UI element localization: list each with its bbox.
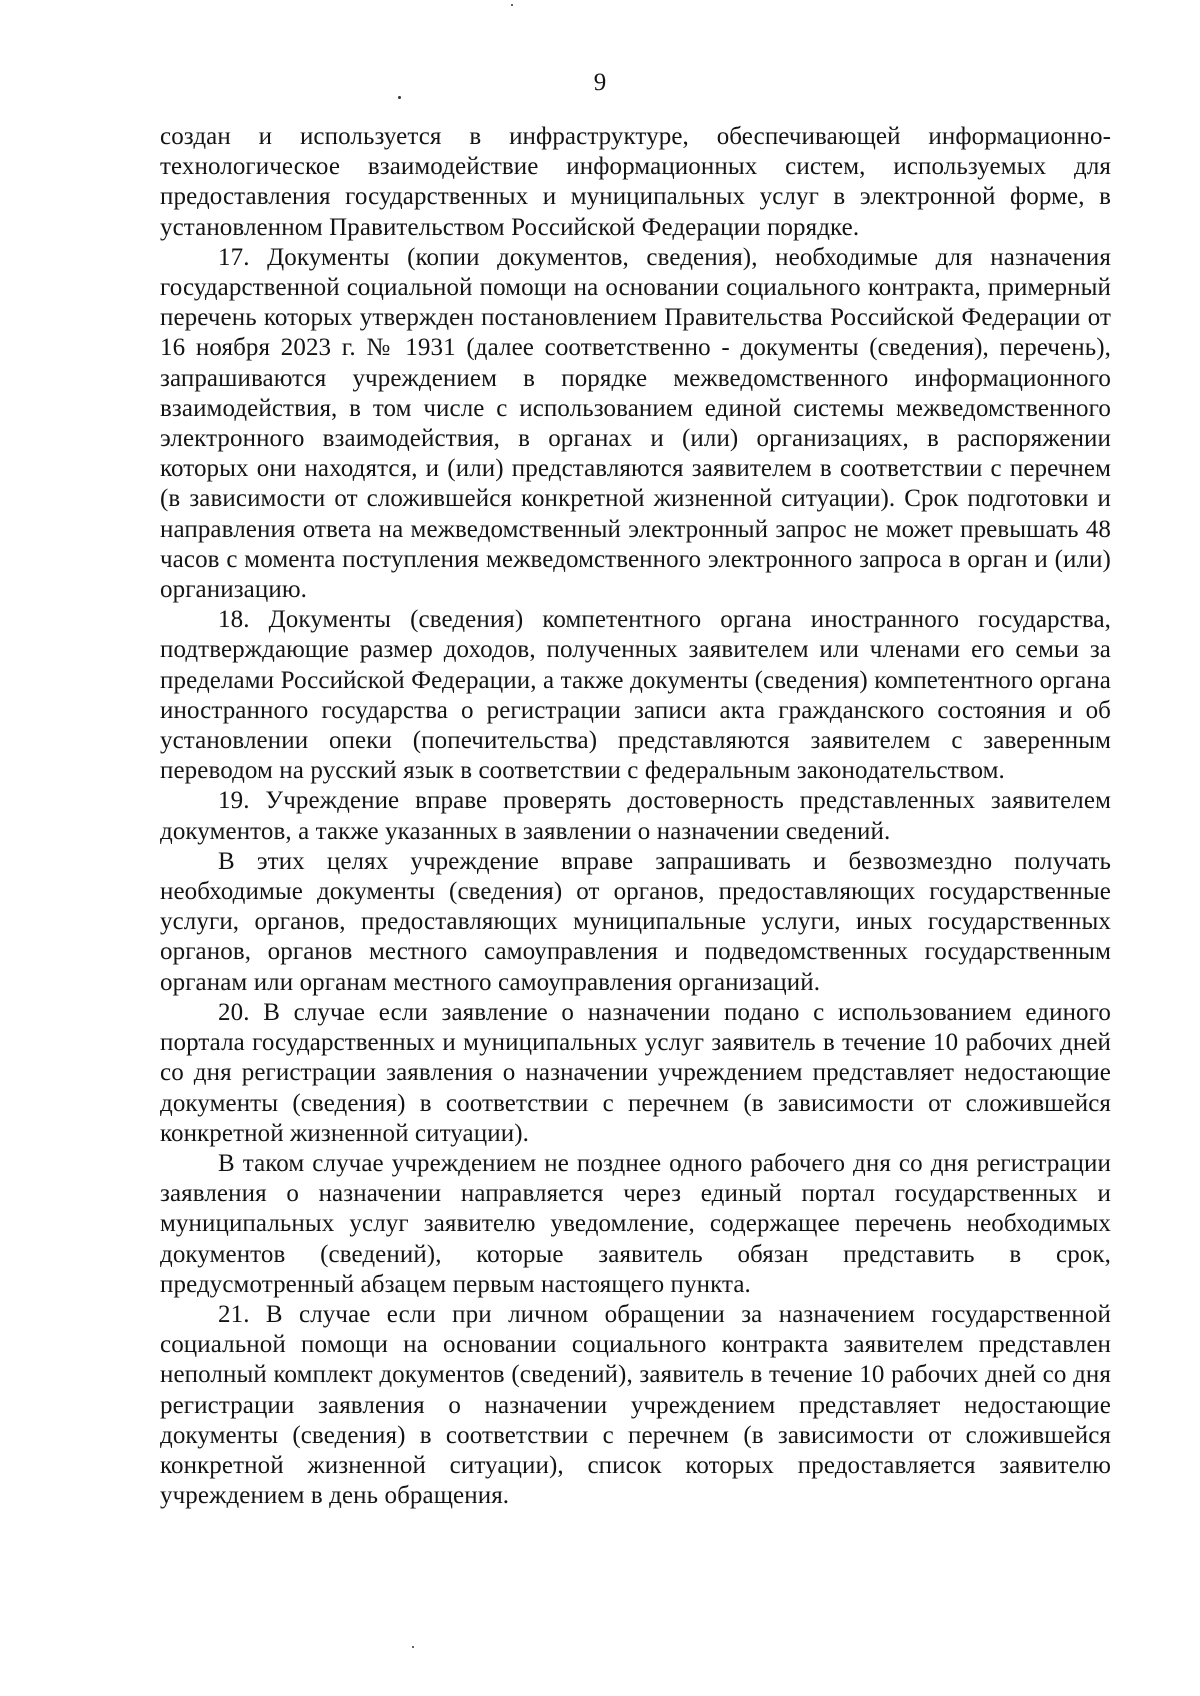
paragraph-19-second: В этих целях учреждение вправе запрашивать и безвозмездно получать необходимые документы (сведения) от органов, предоставляющих государственные услуги, органов, предоставляющих муниципальные услуги, иных государственных органов, органов местного самоуправления и подведомственных государственным органам или органам местного самоуправления организаций. xyxy=(160,847,1111,996)
paragraph-19: 19. Учреждение вправе проверять достоверность представленных заявителем документов, а также указанных в заявлении о назначении сведений. xyxy=(160,787,1111,845)
page-number: 9 xyxy=(593,69,607,96)
paragraph-20-second: В таком случае учреждением не позднее одного рабочего дня со дня регистрации заявления о назначении направляется через единый портал государственных и муниципальных услуг заявителю уведомление, содержащее перечень необходимых документов (сведений), которые заявитель обязан представить в срок, предусмотренный абзацем первым настоящего пункта. xyxy=(160,1149,1111,1298)
paragraph-20: 20. В случае если заявление о назначении подано с использованием единого портала государственных и муниципальных услуг заявитель в течение 10 рабочих дней со дня регистрации заявления о назначении учреждением представляет недостающие документы (сведения) в соответствии с перечнем (в зависимости от сложившейся конкретной жизненной ситуации). xyxy=(160,998,1111,1147)
paragraph-continuation: создан и используется в инфраструктуре, обеспечивающей информационно-технологическое взаимодействие информационных систем, используемых для предоставления государственных и муниципальных услуг в электронной форме, в установленном Правительством Российской Федерации порядке. xyxy=(160,123,1111,241)
paragraph-18: 18. Документы (сведения) компетентного органа иностранного государства, подтверждающие размер доходов, полученных заявителем или членами его семьи за пределами Российской Федерации, а также документы (сведения) компетентного органа иностранного государства о регистрации записи акта гражданского состояния и об установлении опеки (попечительства) представляются заявителем с заверенным переводом на русский язык в соответствии с федеральным законодательством. xyxy=(160,606,1111,785)
paragraph-21: 21. В случае если при личном обращении за назначением государственной социальной помощи на основании социального контракта заявителем представлен неполный комплект документов (сведений), заявитель в течение 10 рабочих дней со дня регистрации заявления о назначении учреждением представляет недостающие документы (сведения) в соответствии с перечнем (в зависимости от сложившейся конкретной жизненной ситуации), список которых предоставляется заявителю учреждением в день обращения. xyxy=(160,1300,1111,1510)
paragraph-17: 17. Документы (копии документов, сведения), необходимые для назначения государственной социальной помощи на основании социального контракта, примерный перечень которых утвержден постановлением Правительства Российской Федерации от 16 ноября 2023 г. № 1931 (далее соответственно - документы (сведения), перечень), запрашиваются учреждением в порядке межведомственного информационного взаимодействия, в том числе с использованием единой системы межведомственного электронного взаимодействия, в органах и (или) организациях, в распоряжении которых они находятся, и (или) представляются заявителем в соответствии с перечнем (в зависимости от сложившейся конкретной жизненной ситуации). Срок подготовки и направления ответа на межведомственный электронный запрос не может превышать 48 часов с момента поступления межведомственного электронного запроса в орган и (или) организацию. xyxy=(160,243,1111,604)
scan-speck xyxy=(412,1646,414,1648)
scan-speck xyxy=(511,4,513,6)
scan-speck xyxy=(398,96,401,99)
document-body xyxy=(160,122,1111,1511)
